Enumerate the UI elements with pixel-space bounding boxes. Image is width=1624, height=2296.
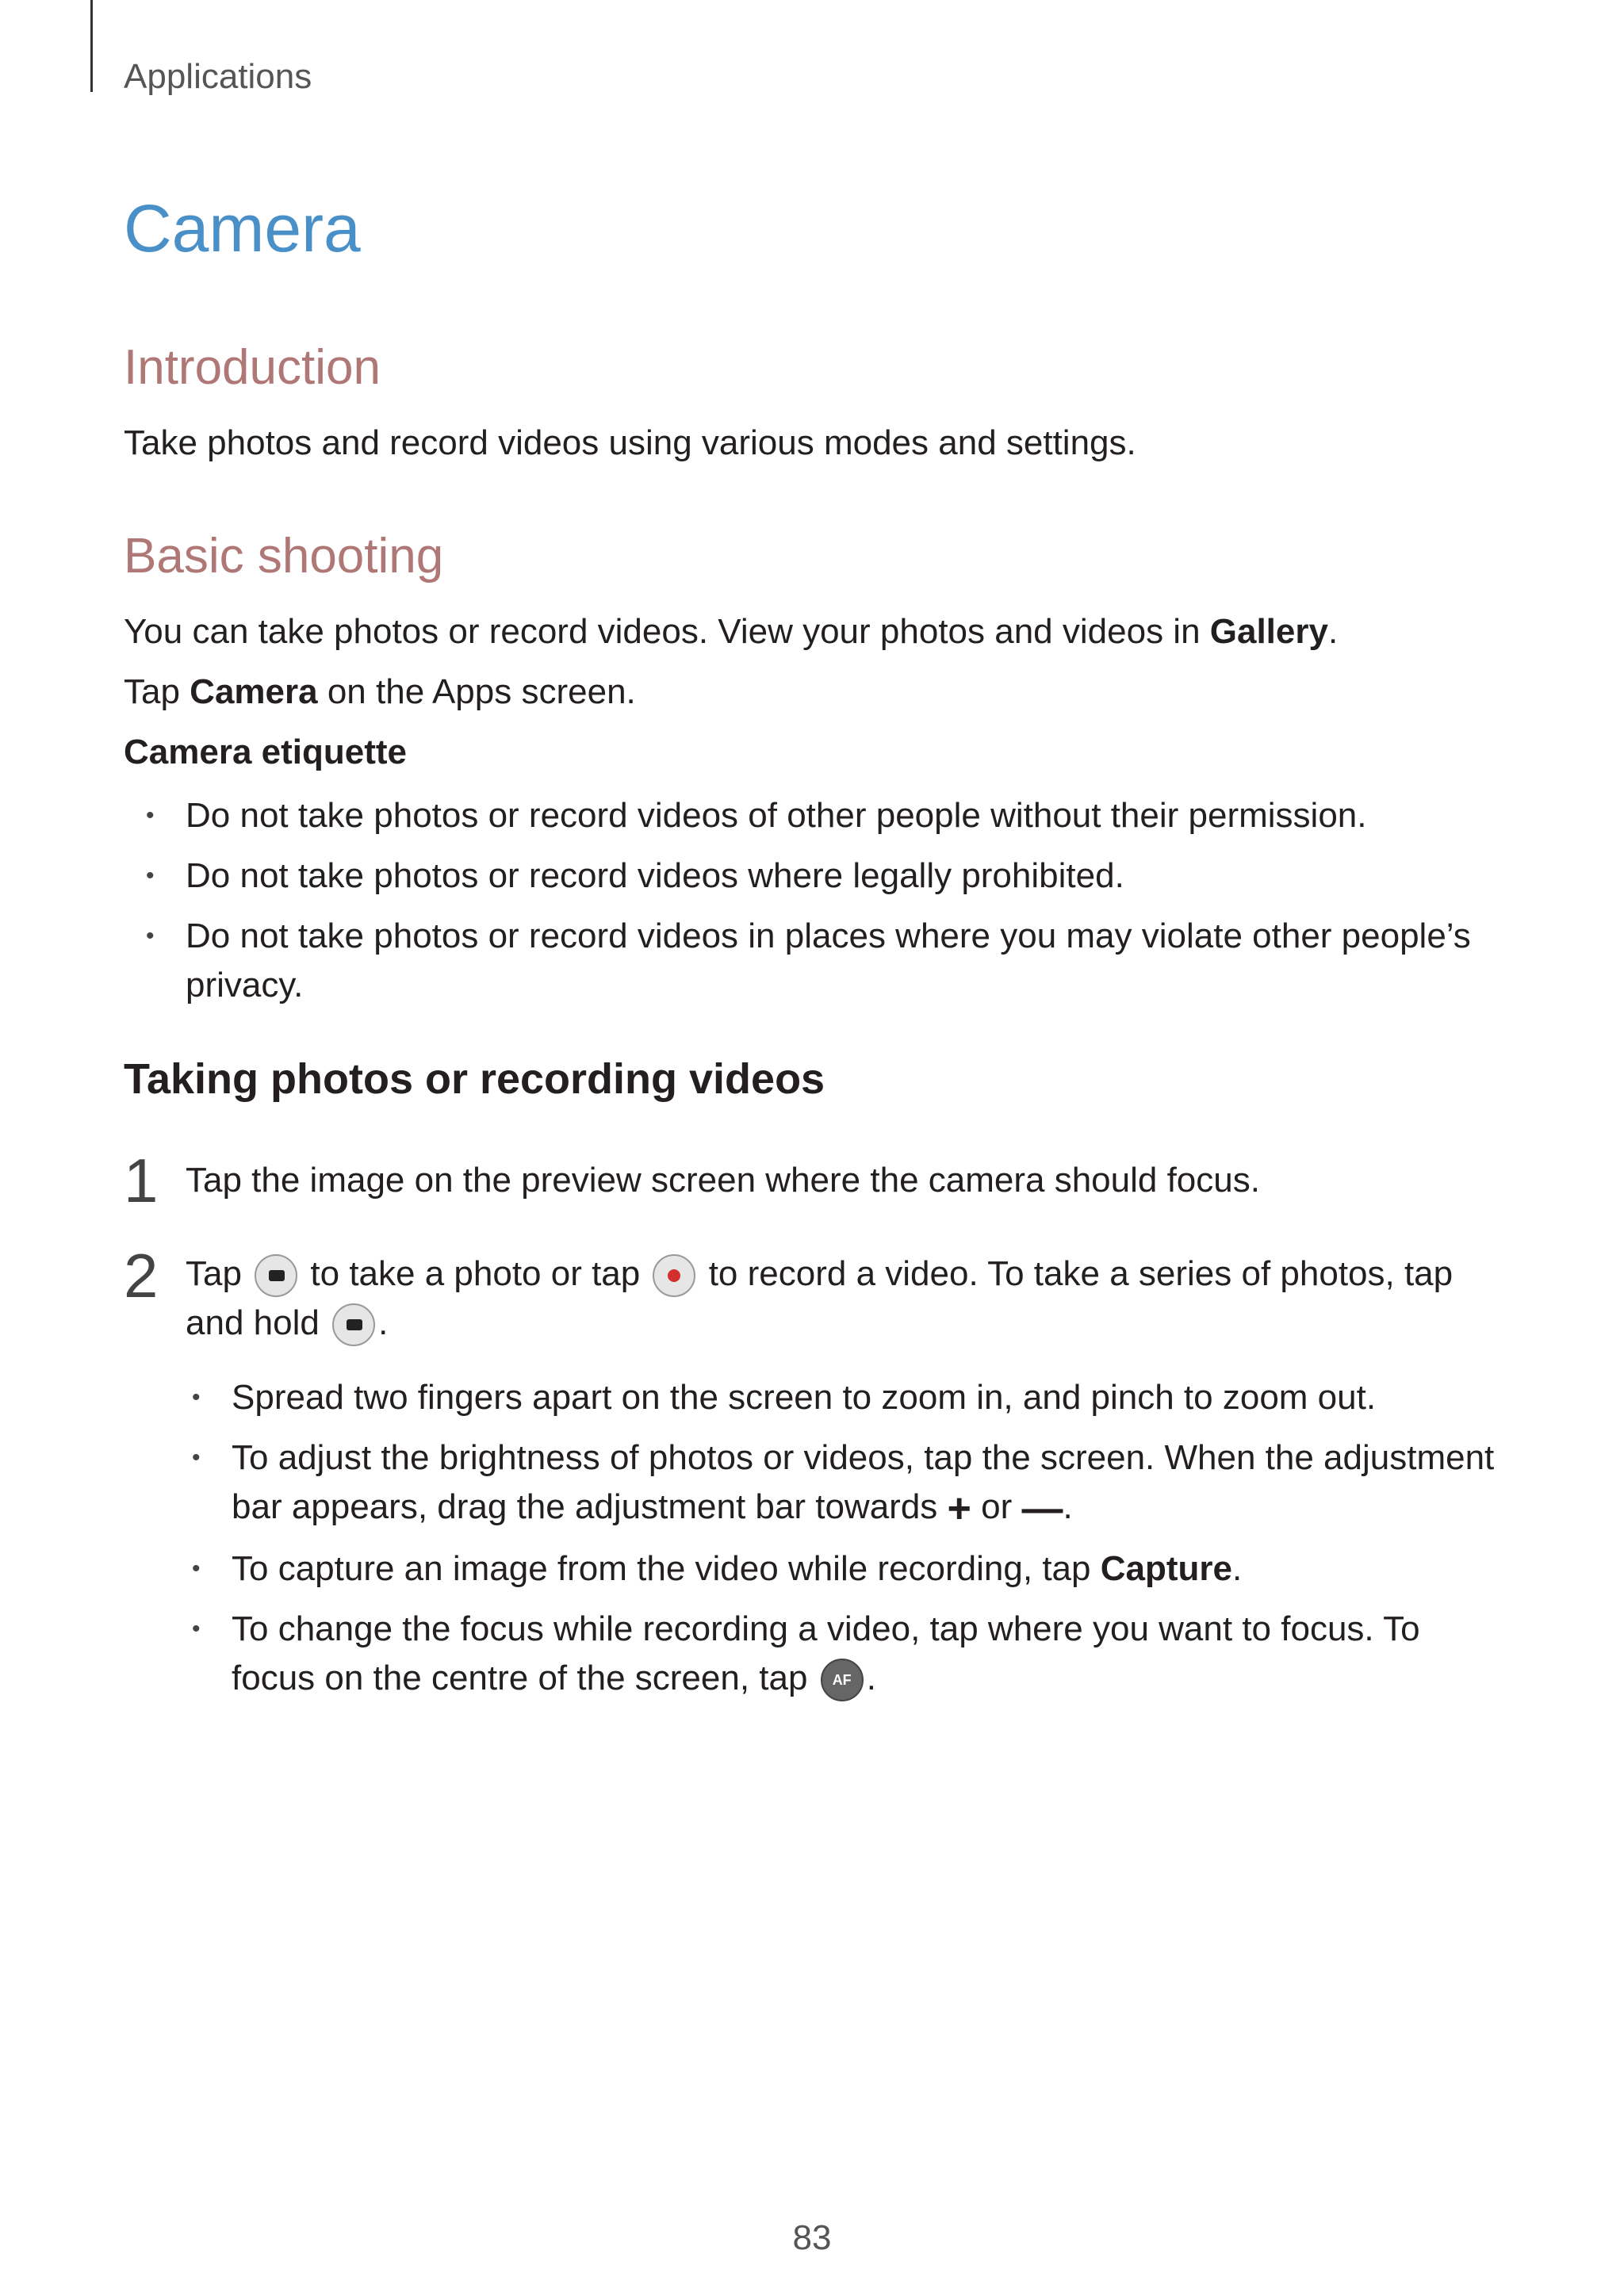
tip-item: • To capture an image from the video while recording, tap Capture.: [192, 1549, 1243, 1588]
capture-term: Capture: [1100, 1549, 1232, 1588]
intro-text: Take photos and record videos using various modes and settings.: [124, 423, 1136, 462]
page-title: Camera: [124, 191, 361, 266]
basic-heading: Basic shooting: [124, 529, 444, 584]
af-focus-icon: AF: [821, 1659, 864, 1701]
tip-item: • To change the focus while recording a video, tap where you want to focus. To focus on the centre of the screen, tap AF .: [232, 1605, 1500, 1703]
basic-line-2: Tap Camera on the Apps screen.: [124, 672, 636, 711]
step-1-text: Tap the image on the preview screen where the camera should focus.: [186, 1161, 1260, 1200]
step-1-number: 1: [124, 1146, 159, 1215]
page-number: 83: [792, 2218, 832, 2257]
etiquette-heading: Camera etiquette: [124, 733, 408, 771]
camera-shutter-icon: [255, 1254, 297, 1297]
record-icon: [653, 1254, 695, 1297]
section-label: Applications: [124, 57, 312, 96]
tip-item: • Spread two fingers apart on the screen to zoom in, and pinch to zoom out.: [192, 1378, 1377, 1417]
camera-shutter-icon: [332, 1303, 375, 1346]
basic-line-1: You can take photos or record videos. View your photos and videos in Gallery.: [124, 612, 1339, 651]
etiquette-item: • Do not take photos or record videos where legally prohibited.: [146, 856, 1124, 895]
camera-term: Camera: [190, 672, 318, 711]
step-2-text: Tap to take a photo or tap to record a video. To take a series of photos, tap and hold .: [186, 1249, 1486, 1348]
plus-icon: +: [947, 1486, 971, 1533]
gallery-term: Gallery: [1209, 612, 1328, 651]
step-2-number: 2: [124, 1241, 159, 1311]
etiquette-item: • Do not take photos or record videos in places where you may violate other people’s privacy.: [146, 916, 1471, 1004]
etiquette-item: • Do not take photos or record videos of other people without their permission.: [146, 796, 1367, 835]
minus-icon: —: [1021, 1486, 1063, 1533]
tip-item: • To adjust the brightness of photos or videos, tap the screen. When the adjustment bar appears, drag the adjustment bar towards + or —.: [192, 1438, 1495, 1533]
taking-heading: Taking photos or recording videos: [124, 1055, 825, 1103]
margin-rule: [90, 0, 93, 92]
intro-heading: Introduction: [124, 340, 381, 395]
